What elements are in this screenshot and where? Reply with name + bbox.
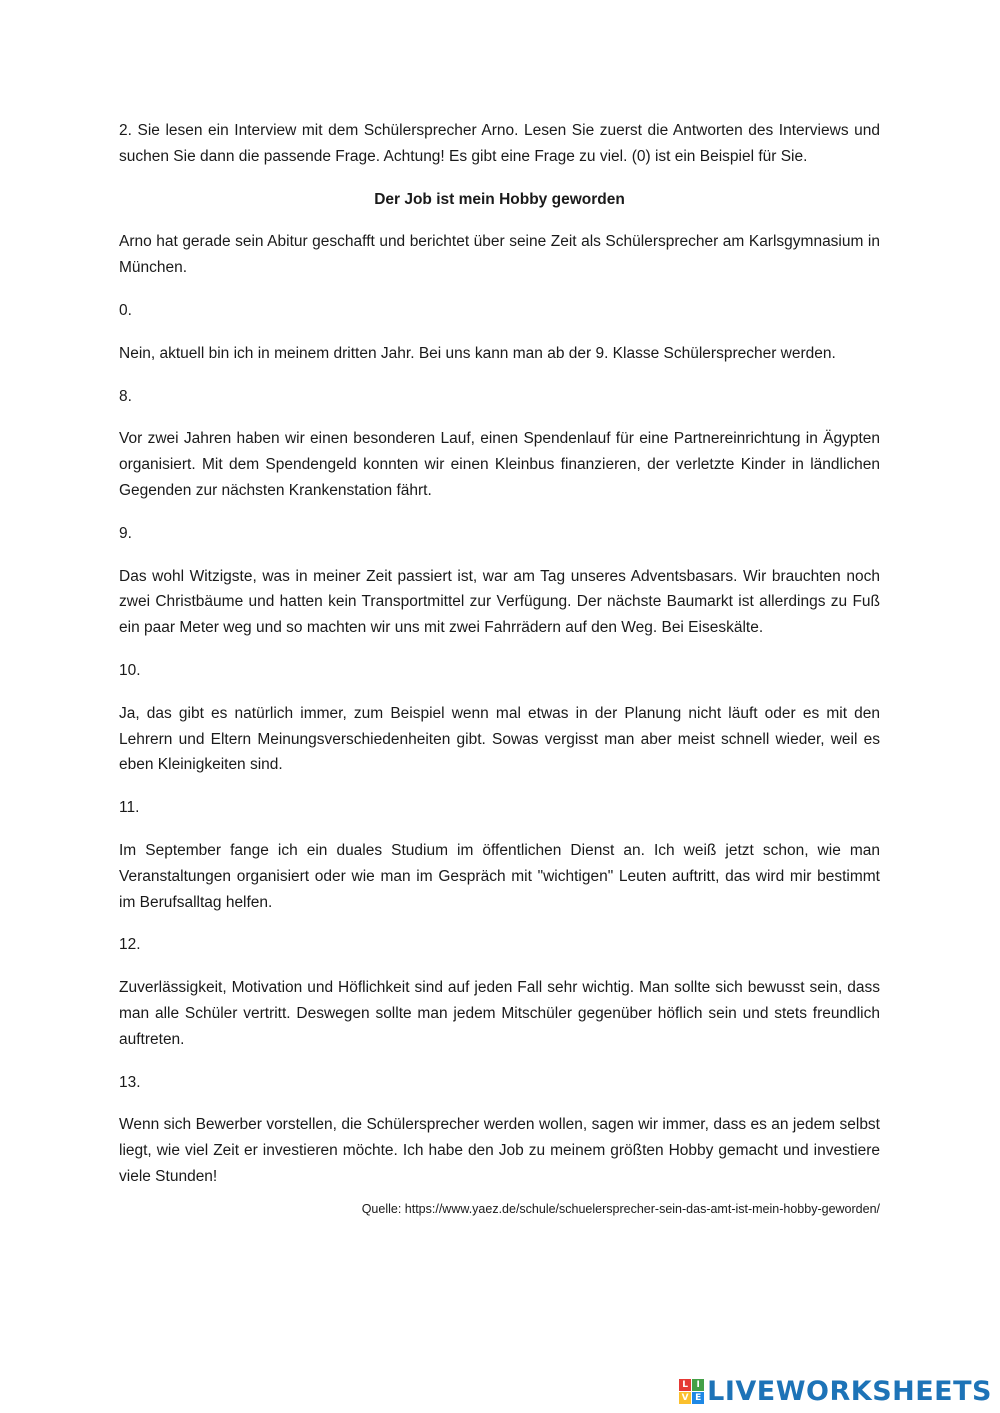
- logo-mark-letter: I: [692, 1379, 704, 1391]
- source-citation: Quelle: https://www.yaez.de/schule/schuelersprecher-sein-das-amt-ist-mein-hobby-geworden/: [361, 1201, 880, 1216]
- interview-item: [119, 521, 880, 641]
- answer-text: Wenn sich Bewerber vorstellen, die Schülersprecher werden wollen, sagen wir immer, dass es an jedem selbst liegt, wie viel Zeit er investieren möchte. Ich habe den Job zu meinem größten Hobby gemacht und investiere viele Stunden!: [119, 1116, 880, 1185]
- task-instructions: 2. Sie lesen ein Interview mit dem Schülersprecher Arno. Lesen Sie zuerst die Antworten des Interviews und suchen Sie dann die passende Frage. Achtung! Es gibt eine Frage zu viel. (0) ist ein Beispiel für Sie.: [119, 122, 880, 165]
- interview-item: [119, 384, 880, 504]
- liveworksheets-logo: [679, 1376, 992, 1407]
- question-number: 11.: [119, 799, 140, 817]
- interview-item: [119, 298, 880, 367]
- question-number: 8.: [119, 387, 132, 405]
- interview-item: [119, 1070, 880, 1190]
- answer-text: Zuverlässigkeit, Motivation und Höflichkeit sind auf jeden Fall sehr wichtig. Man sollte sich bewusst sein, dass man alle Schüler vertritt. Deswegen sollte man jedem Mitschüler gegenüber höflich sein und stets freundlich auftreten.: [119, 979, 880, 1048]
- interview-item: [119, 932, 880, 1052]
- logo-mark-letter: L: [679, 1379, 691, 1391]
- question-number: 10.: [119, 661, 141, 679]
- article-title: Der Job ist mein Hobby geworden: [374, 190, 625, 208]
- logo-mark-letter: E: [692, 1392, 704, 1404]
- answer-text: Nein, aktuell bin ich in meinem dritten Jahr. Bei uns kann man ab der 9. Klasse Schülersprecher werden.: [119, 344, 836, 362]
- article-lead: Arno hat gerade sein Abitur geschafft und berichtet über seine Zeit als Schülersprecher am Karlsgymnasium in München.: [119, 233, 880, 277]
- question-number: 9.: [119, 524, 132, 542]
- answer-text: Im September fange ich ein duales Studium im öffentlichen Dienst an. Ich weiß jetzt schon, wie man Veranstaltungen organisiert oder wie man im Gespräch mit "wichtigen" Leuten auftritt, das wird mir bestimmt im Berufsalltag helfen.: [119, 841, 880, 911]
- answer-text: Das wohl Witzigste, was in meiner Zeit passiert ist, war am Tag unseres Adventsbasars. Wir brauchten noch zwei Christbäume und hatten kein Transportmittel zur Verfügung. Der nächste Baumarkt ist allerdings zu Fuß ein paar Meter weg und so machten wir uns mit zwei Fahrrädern auf den Weg. Bei Eiseskälte.: [119, 567, 880, 637]
- interview-item: [119, 795, 880, 915]
- question-number: 13.: [119, 1073, 141, 1091]
- logo-text: LIVEWORKSHEETS: [707, 1376, 992, 1407]
- worksheet-page: [119, 118, 880, 1223]
- interview-item: [119, 658, 880, 778]
- logo-mark-icon: [679, 1379, 704, 1404]
- logo-mark-letter: V: [679, 1392, 691, 1404]
- question-number: 12.: [119, 936, 141, 954]
- answer-text: Vor zwei Jahren haben wir einen besonderen Lauf, einen Spendenlauf für eine Partnereinrichtung in Ägypten organisiert. Mit dem Spendengeld konnten wir einen Kleinbus finanzieren, der verletzte Kinder in ländlichen Gegenden zur nächsten Krankenstation fährt.: [119, 430, 880, 499]
- answer-text: Ja, das gibt es natürlich immer, zum Beispiel wenn mal etwas in der Planung nicht läuft oder es mit den Lehrern und Eltern Meinungsverschiedenheiten gibt. Sowas vergisst man aber meist schnell wieder, weil es eben Kleinigkeiten sind.: [119, 704, 880, 774]
- question-number: 0.: [119, 301, 132, 319]
